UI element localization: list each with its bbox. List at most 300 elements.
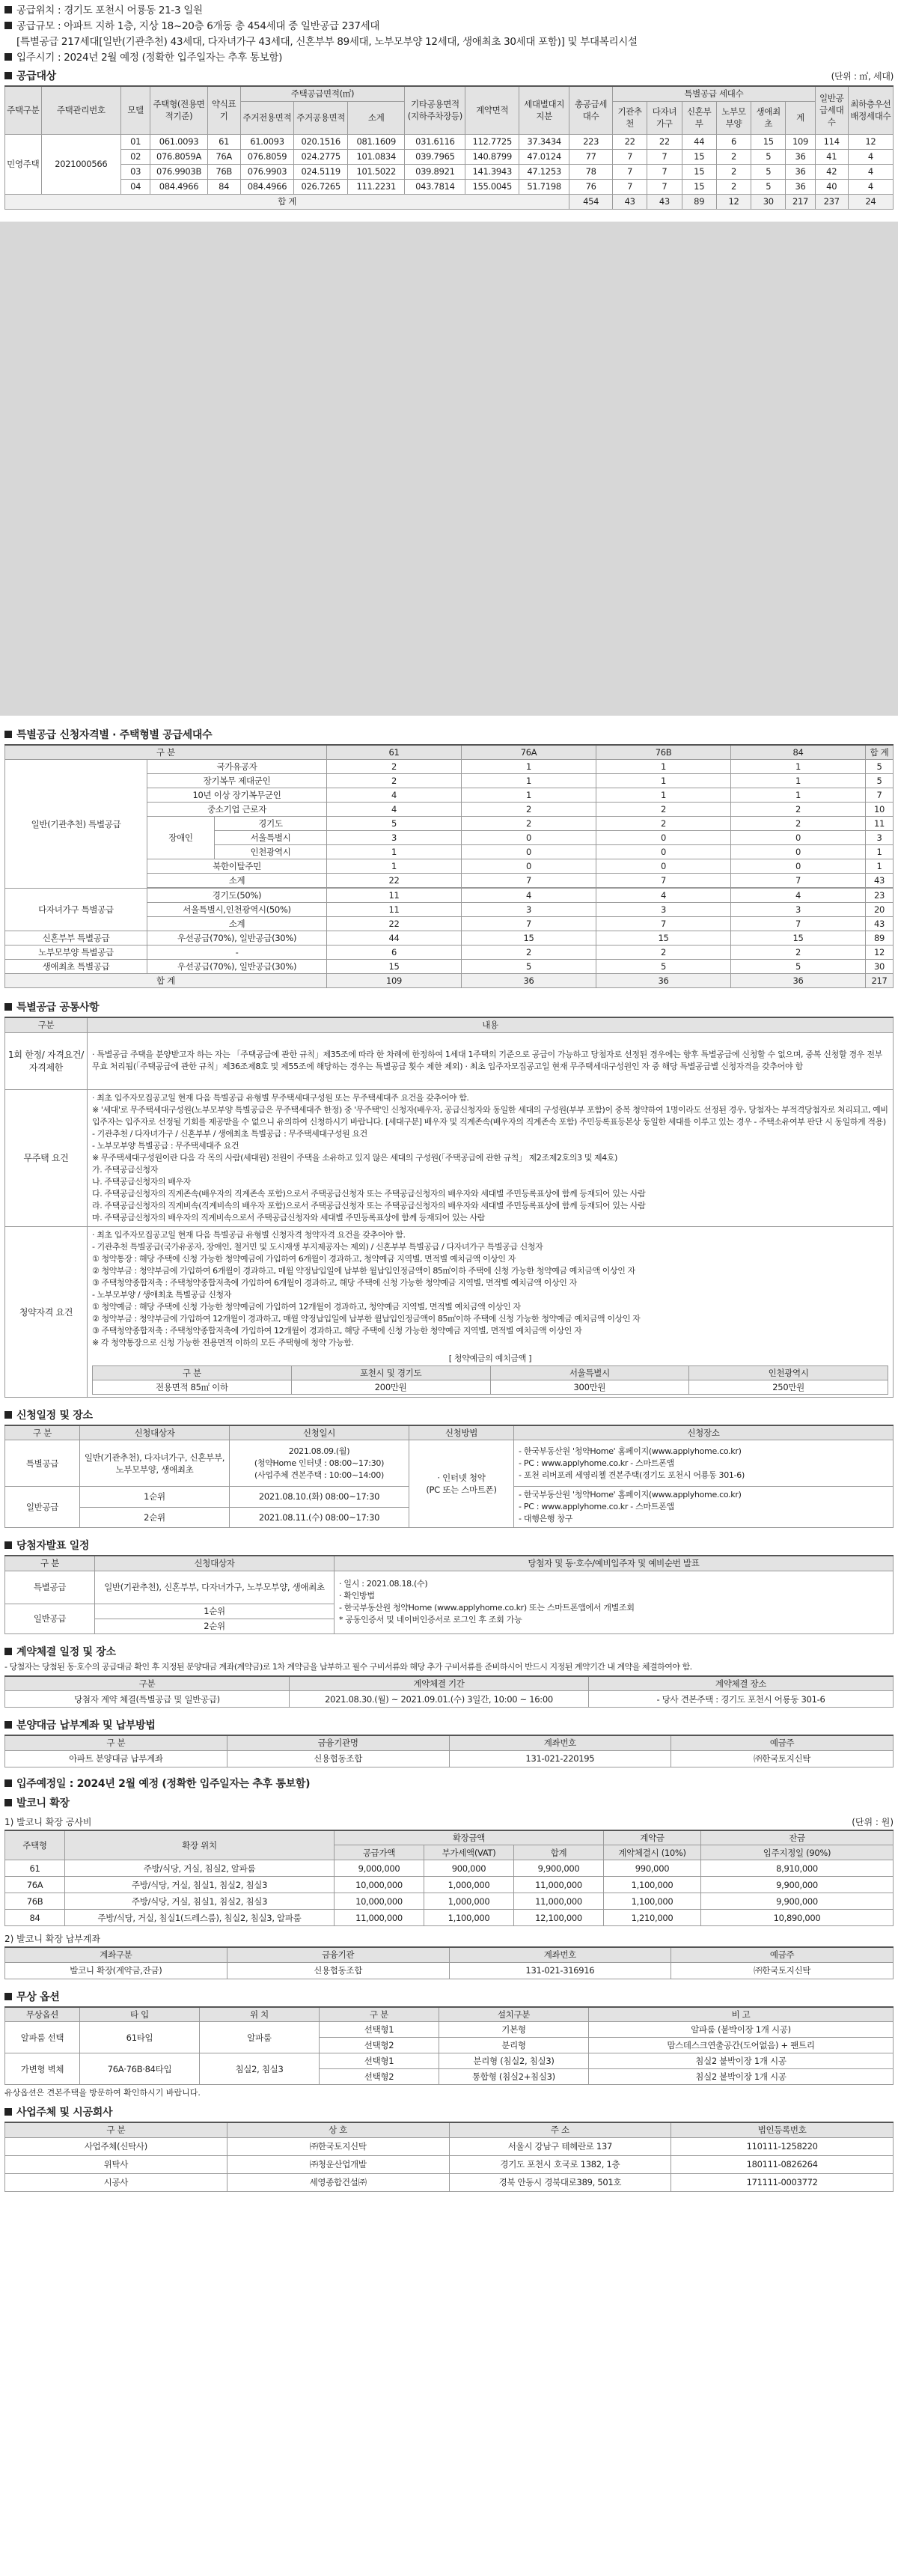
cell: 039.8921: [405, 164, 465, 179]
cell: 36: [786, 164, 815, 179]
cell: 084.4966: [150, 179, 207, 194]
cell: 11: [327, 889, 462, 903]
cell: 12: [848, 134, 893, 149]
cell: 2021.08.30.(월) ~ 2021.09.01.(수) 3일간, 10:00 ~ 16:00: [290, 1691, 589, 1708]
cell: 1순위: [95, 1604, 335, 1619]
col-header: 계좌번호: [449, 1735, 671, 1750]
cell: 76A·76B·84타입: [80, 2053, 200, 2085]
cell: 특별공급: [5, 1440, 80, 1487]
col-header: 계약체결 기간: [290, 1676, 589, 1691]
cell: 1: [327, 859, 462, 874]
cell: 4: [848, 149, 893, 164]
cell: 4: [848, 164, 893, 179]
cell: 61: [207, 134, 240, 149]
header: [0, 0, 898, 66]
list-item: - 기관추천 특별공급(국가유공자, 장애인, 철거민 및 도시재생 부지제공자는 제외) / 신혼부부 특별공급 / 다자녀가구 특별공급 신청자: [92, 1241, 543, 1252]
cell: 서울특별시,인천광역시(50%): [147, 903, 327, 917]
cell: 3: [596, 903, 731, 917]
cell: 22: [613, 134, 647, 149]
place-line: - PC : www.applyhome.co.kr: [519, 1458, 629, 1468]
cell: 침실2 붙박이장 1개 시공: [589, 2069, 894, 2085]
contract-note: - 당첨자는 당첨된 동·호수의 공급대금 확인 후 지정된 분양대금 계좌(계약금)로 1차 계약금을 납부하고 필수 구비서류와 해당 추가 구비서류를 준비하시어 반드시 지정된 계약기간 내 계약을 체결하여야 함.: [4, 1661, 692, 1672]
cell: 3: [731, 903, 866, 917]
cell: 44: [327, 931, 462, 946]
header-line: 공급규모 : 아파트 지하 1층, 지상 18~20층 6개동 총 454세대 중 일반공급 237세대: [4, 19, 894, 34]
unit-label: (단위 : 원): [852, 1816, 894, 1827]
cell: [230, 1440, 409, 1487]
cell: 5: [751, 149, 786, 164]
cell: 36: [596, 974, 731, 988]
table-row: [5, 1877, 894, 1893]
cell: 15: [682, 179, 716, 194]
cell: 통합형 (침실2+침실3): [439, 2069, 589, 2085]
cell: 031.6116: [405, 134, 465, 149]
place-line: - 스마트폰앱: [630, 1458, 674, 1468]
cell: 76A: [5, 1877, 65, 1893]
cell: 10,890,000: [701, 1910, 894, 1926]
cell: 2: [596, 803, 731, 817]
col-header: 신청방법: [409, 1425, 514, 1440]
method-line: · 인터넷 청약: [437, 1473, 486, 1483]
cell: 84: [207, 179, 240, 194]
cell: 7: [462, 917, 596, 931]
col-header: 확장금액: [335, 1830, 604, 1845]
table-row: [5, 2022, 894, 2038]
cell: 신용협동조합: [227, 1962, 449, 1979]
row-label: 청약자격 요건: [5, 1226, 88, 1397]
list-item: ① 청약통장 : 해당 주택에 신청 가능한 청약예금에 가입하여 6개월이 경과하고, 청약예금 지역별, 면적별 예치금액 이상인 자: [92, 1253, 516, 1264]
cell: 47.1253: [519, 164, 569, 179]
list-item: · 최초 입주자모집공고일 현재 다음 특별공급 유형별 무주택세대구성원 또는 무주택세대주 요건을 갖추어야 함.: [92, 1092, 469, 1103]
cell: 076.8059: [240, 149, 294, 164]
winner-section: [0, 1537, 898, 1634]
col-header: 예금주: [671, 1947, 894, 1962]
col-header: 합계: [514, 1845, 604, 1860]
table-row: [5, 164, 894, 179]
cell: 0: [731, 845, 866, 859]
cell: 076.8059A: [150, 149, 207, 164]
cell: 7: [647, 179, 682, 194]
cell: 2: [716, 149, 751, 164]
list-item: ③ 주택청약종합저축 : 주택청약종합저축에 가입하여 6개월이 경과하고, 해당 주택에 신청 가능한 청약예금 지역별, 면적별 예치금액 이상인 자: [92, 1277, 577, 1288]
cell: 5: [731, 960, 866, 974]
bullet-icon: [4, 22, 12, 29]
cell: 2순위: [80, 1507, 230, 1528]
section-title: 분양대금 납부계좌 및 납부방법: [4, 1717, 894, 1735]
cell: 서울특별시: [215, 831, 327, 845]
row-content: [88, 1226, 894, 1397]
cell: 131-021-316916: [449, 1962, 671, 1979]
cell: 020.1516: [294, 134, 348, 149]
col-header: 인천광역시: [689, 1365, 888, 1380]
place-line: - 포천 리버포레 세영리첼 견본주택(경기도 포천시 어룡동 301-6): [519, 1470, 745, 1480]
cell: 국가유공자: [147, 760, 327, 774]
sub-title: 2) 발코니 확장 납부계좌: [4, 1934, 101, 1944]
table-row: [5, 179, 894, 194]
cell: 180111-0826264: [671, 2155, 894, 2173]
cell: 5: [751, 164, 786, 179]
cell: 1,100,000: [604, 1877, 701, 1893]
cell: 6: [716, 134, 751, 149]
table-row: [5, 889, 894, 903]
cell: 4: [327, 788, 462, 803]
cell: 30: [751, 194, 786, 209]
cell: 0: [731, 859, 866, 874]
table-row: [5, 134, 894, 149]
cell: 2: [596, 817, 731, 831]
cell: 22: [647, 134, 682, 149]
cell: 경기도(50%): [147, 889, 327, 903]
cell: 우선공급(70%), 일반공급(30%): [147, 931, 327, 946]
cell: 02: [121, 149, 150, 164]
cell: 30: [866, 960, 894, 974]
cell: 11: [327, 903, 462, 917]
cell: 23: [866, 889, 894, 903]
cell: 북한이탈주민: [147, 859, 327, 874]
cell: 76B: [5, 1893, 65, 1910]
cell: 1: [731, 774, 866, 788]
cell: [514, 1440, 894, 1487]
cell: 1: [731, 760, 866, 774]
table-row: [5, 1089, 894, 1226]
sum-label: 합 계: [5, 974, 327, 988]
cell: 신용협동조합: [227, 1750, 449, 1767]
cell: 당첨자 계약 체결(특별공급 및 일반공급): [5, 1691, 290, 1708]
cell: 1: [596, 760, 731, 774]
cell: 1: [866, 845, 894, 859]
cell: 7: [462, 874, 596, 888]
cell: 223: [569, 134, 613, 149]
cell: 61.0093: [240, 134, 294, 149]
place-line: - 한국부동산원 '청약Home' 홈페이지(www.applyhome.co.kr): [519, 1446, 742, 1456]
cell: 1,100,000: [604, 1893, 701, 1910]
cell: [514, 1487, 894, 1528]
deposit-table: [92, 1365, 888, 1395]
cell: 1,210,000: [604, 1910, 701, 1926]
cell: 42: [815, 164, 848, 179]
table-row: [5, 2155, 894, 2173]
list-item: 다. 주택공급신청자의 직계존속(배우자의 직계존속 포함)으로서 주택공급신청자 또는 주택공급신청자의 배우자와 세대별 주민등록표상에 함께 등재되어 있는 사람: [92, 1188, 646, 1199]
contract-section: [0, 1643, 898, 1708]
col-header: 약식표기: [207, 86, 240, 134]
account-section: [0, 1717, 898, 1767]
col-header: 공급가액: [335, 1845, 424, 1860]
cell: 900,000: [424, 1860, 514, 1877]
col-header: 주 소: [449, 2122, 671, 2137]
sum-label: 합 계: [5, 194, 569, 209]
cell: 2: [327, 760, 462, 774]
cell: 40: [815, 179, 848, 194]
col-header: 주거전용면적: [240, 101, 294, 134]
cell: 5: [462, 960, 596, 974]
cell: 4: [327, 803, 462, 817]
cell: 주방/식당, 거실, 침실1, 침실2, 침실3: [65, 1893, 335, 1910]
col-header: 기타공용면적(지하주차장등): [405, 86, 465, 134]
info-line: * 공동인증서 및 네이버인증서로 로그인 후 조회 가능: [339, 1615, 522, 1625]
table-row: [5, 2173, 894, 2191]
cell: 076.9903B: [150, 164, 207, 179]
cell: 2순위: [95, 1619, 335, 1633]
cell: 발코니 확장(계약금,잔금): [5, 1962, 227, 1979]
list-item: - 노부모부양 특별공급 : 무주택세대주 요건: [92, 1140, 239, 1151]
header-line: [특별공급 217세대[일반(기관추천) 43세대, 다자녀가구 43세대, 신혼부부 89세대, 노부모부양 12세대, 생애최초 30세대 포함)] 및 부대복리시설: [16, 36, 638, 48]
cell: 89: [866, 931, 894, 946]
cell: 선택형1: [320, 2022, 439, 2038]
table-row: [5, 931, 894, 946]
col-header: 계약금: [604, 1830, 701, 1845]
cell: 114: [815, 134, 848, 149]
col-header: 계약체결시 (10%): [604, 1845, 701, 1860]
col-header: 잔금: [701, 1830, 894, 1845]
cell: 분리형: [439, 2038, 589, 2053]
table-row: [5, 1691, 894, 1708]
col-header: 76A: [462, 745, 596, 760]
cell: 0: [596, 845, 731, 859]
cell: 소계: [147, 917, 327, 931]
cell: 4: [462, 889, 596, 903]
col-header: 법인등록번호: [671, 2122, 894, 2137]
cell: 소계: [147, 874, 327, 888]
bullet-icon: [4, 1799, 12, 1806]
cell: 선택형1: [320, 2053, 439, 2069]
cell: 36: [786, 149, 815, 164]
deposit-title: [ 청약예금의 예치금액 ]: [448, 1353, 532, 1363]
cell: 2: [462, 803, 596, 817]
section-title: 공급대상: [4, 67, 56, 85]
cell: 2: [716, 179, 751, 194]
cell: 131-021-220195: [449, 1750, 671, 1767]
cell: ㈜한국토지신탁: [671, 1962, 894, 1979]
cell: 84: [5, 1910, 65, 1926]
cell: 15: [327, 960, 462, 974]
cell: 101.5022: [348, 164, 405, 179]
table-row: [5, 2137, 894, 2155]
cell: 7: [731, 917, 866, 931]
cell: 24: [848, 194, 893, 209]
cell: 081.1609: [348, 134, 405, 149]
cell: 주방/식당, 거실, 침실1, 침실2, 침실3: [65, 1877, 335, 1893]
company-section: [0, 2104, 898, 2192]
cell: 44: [682, 134, 716, 149]
cell: 5: [596, 960, 731, 974]
cell: [409, 1440, 514, 1528]
cell: 5: [327, 817, 462, 831]
cell: 경기도: [215, 817, 327, 831]
cell: 1: [731, 788, 866, 803]
list-item: · 최초 입주자모집공고일 현재 다음 특별공급 유형별 신청자격 청약자격 요건을 갖추어야 함.: [92, 1229, 406, 1240]
cell: 10,000,000: [335, 1893, 424, 1910]
cell: 알파룸 (붙박이장 1개 시공): [589, 2022, 894, 2038]
cell: 112.7725: [465, 134, 519, 149]
schedule-section: [0, 1407, 898, 1529]
col-header: 76B: [596, 745, 731, 760]
cell: 10,000,000: [335, 1877, 424, 1893]
cell: 9,900,000: [701, 1893, 894, 1910]
table-row: [5, 1962, 894, 1979]
cell: 43: [647, 194, 682, 209]
col-header: 계좌번호: [449, 1947, 671, 1962]
cell: 2: [596, 946, 731, 960]
col-header: 비 고: [589, 2007, 894, 2022]
cell: 3: [327, 831, 462, 845]
cell: 경북 안동시 경북대로389, 501호: [449, 2173, 671, 2191]
col-header: 구 분: [5, 1425, 80, 1440]
col-header: 포천시 및 경기도: [291, 1365, 490, 1380]
cell: 11,000,000: [514, 1893, 604, 1910]
cell: 1: [462, 774, 596, 788]
cell: 7: [613, 149, 647, 164]
common-table: [4, 1017, 894, 1398]
cell: 77: [569, 149, 613, 164]
cell: 10: [866, 803, 894, 817]
cell: 10년 이상 장기복무군인: [147, 788, 327, 803]
cell: 2: [327, 774, 462, 788]
col-header: 다자녀가구: [647, 101, 682, 134]
cell: 454: [569, 194, 613, 209]
cell: 141.3943: [465, 164, 519, 179]
col-header: 주택형(전용면적기준): [150, 86, 207, 134]
bullet-icon: [4, 731, 12, 738]
col-header: 특별공급 세대수: [613, 86, 816, 101]
cell: 5: [866, 760, 894, 774]
cell: 111.2231: [348, 179, 405, 194]
contract-table: [4, 1675, 894, 1708]
cell: 7: [596, 917, 731, 931]
col-header: 금융기관: [227, 1947, 449, 1962]
cell: 2: [716, 164, 751, 179]
date-line: (청약Home 인터넷 : 08:00~17:30): [254, 1458, 385, 1468]
cell: 37.3434: [519, 134, 569, 149]
info-line: - 한국부동산원 청약Home (www.applyhome.co.kr) 또는 스마트폰앱에서 개별조회: [339, 1603, 635, 1613]
cell: 위탁사: [5, 2155, 227, 2173]
col-header: 신혼부부: [682, 101, 716, 134]
cell: 시공사: [5, 2173, 227, 2191]
common-section: [0, 999, 898, 1398]
section-title: 특별공급 신청자격별 · 주택형별 공급세대수: [4, 726, 894, 744]
place-line: - PC : www.applyhome.co.kr: [519, 1502, 629, 1511]
bullet-icon: [4, 1779, 12, 1787]
cell: 140.8799: [465, 149, 519, 164]
cell: 237: [815, 194, 848, 209]
cell: 11,000,000: [514, 1877, 604, 1893]
list-item: 마. 주택공급신청자의 배우자의 직계비속으로서 주택공급신청자와 세대별 주민등록표상에 함께 등재되어 있는 사람: [92, 1212, 485, 1222]
cell: 36: [786, 179, 815, 194]
cell: 2021.08.10.(화) 08:00~17:30: [230, 1487, 409, 1508]
bullet-icon: [4, 2108, 12, 2116]
place-line: - 대행은행 창구: [519, 1514, 573, 1523]
cell: 0: [462, 859, 596, 874]
table-row: [5, 1893, 894, 1910]
col-header: 신청장소: [514, 1425, 894, 1440]
cell: 084.4966: [240, 179, 294, 194]
cell: 1: [462, 788, 596, 803]
cell: 7: [731, 874, 866, 888]
sub-title: 1) 발코니 확장 공사비: [4, 1816, 92, 1827]
cell: 7: [596, 874, 731, 888]
cell: 알파룸 선택: [5, 2022, 80, 2053]
cell: 7: [613, 164, 647, 179]
section-title: 당첨자발표 일정: [4, 1537, 894, 1555]
list-item: 가. 주택공급신청자: [92, 1164, 159, 1175]
cell: 101.0834: [348, 149, 405, 164]
col-header: 계약면적: [465, 86, 519, 134]
col-header: 소계: [348, 101, 405, 134]
gray-band: [0, 222, 898, 716]
unit-label: (단위 : ㎡, 세대): [831, 71, 894, 82]
cell: 2: [462, 946, 596, 960]
cell: 2: [731, 803, 866, 817]
table-row: [5, 946, 894, 960]
cell: 전용면적 85㎡ 이하: [93, 1380, 292, 1394]
col-header: 구 분: [5, 1735, 227, 1750]
cell: 일반(기관추천), 신혼부부, 다자녀가구, 노부모부양, 생애최초: [95, 1571, 335, 1604]
bullet-icon: [4, 1541, 12, 1549]
cell: 12: [866, 946, 894, 960]
cell: 장애인: [147, 817, 215, 859]
bullet-icon: [4, 6, 12, 13]
cell: 024.2775: [294, 149, 348, 164]
sum-row: [5, 974, 894, 988]
col-header: 계약체결 장소: [589, 1676, 894, 1691]
cell: 04: [121, 179, 150, 194]
col-header: 주택구분: [5, 86, 42, 134]
cell: 15: [596, 931, 731, 946]
cell: 3: [866, 831, 894, 845]
cell: 알파룸: [200, 2022, 320, 2053]
col-header: 84: [731, 745, 866, 760]
cell: 36: [462, 974, 596, 988]
list-item: ② 청약부금 : 청약부금에 가입하여 12개월이 경과하고, 매월 약정납입일에 납부한 월납입인정금액이 85㎡이하 주택에 신청 가능한 청약예금 예치금액 이상인 자: [92, 1313, 641, 1324]
special-section: [0, 726, 898, 989]
row-content: · 특별공급 주택을 분양받고자 하는 자는 「주택공급에 관한 규칙」제35조에 따라 한 차례에 한정하여 1세대 1주택의 기준으로 공급이 가능하고 당첨자로 선정된 경우에는 향후 특별공급에 신청할 수 없으며, 중복 신청할 경우 전부 무효 처리됨(「주택공급에 관한 규칙」제36조제8호 및 제55조에 해당하는 경우는 특별공급 횟수 제한 제외) · 최초 입주자모집공고일 현재 무주택세대구성원인 자 중 해당 특별공급별 신청자격을 갖추어야 함: [88, 1032, 894, 1089]
cell: 0: [731, 831, 866, 845]
cell: 선택형2: [320, 2069, 439, 2085]
options-table: [4, 2006, 894, 2086]
cell: 061.0093: [150, 134, 207, 149]
table-row: [5, 1860, 894, 1877]
cell: 1순위: [80, 1487, 230, 1508]
row-label: 1회 한정/ 자격요건/ 자격제한: [5, 1032, 88, 1089]
options-section: [0, 1988, 898, 2100]
cell: 9,900,000: [701, 1877, 894, 1893]
list-item: - 노부모부양 / 생애최초 특별공급 신청자: [92, 1289, 231, 1300]
cell: 가변형 벽체: [5, 2053, 80, 2085]
mgmt-no: 2021000566: [41, 134, 120, 194]
info-line: · 확인방법: [339, 1591, 375, 1601]
cell: 110111-1258220: [671, 2137, 894, 2155]
cell: 분리형 (침실2, 침실3): [439, 2053, 589, 2069]
cell: 2: [462, 817, 596, 831]
cell: 사업주체(신탁사): [5, 2137, 227, 2155]
cell: 9,000,000: [335, 1860, 424, 1877]
cell: 0: [462, 831, 596, 845]
cell: 4: [848, 179, 893, 194]
cell: 61: [5, 1860, 65, 1877]
list-item: ※ 무주택세대구성원이란 다음 각 목의 사람(세대원) 전원이 주택을 소유하고 있지 않은 세대의 구성원(「주택공급에 관한 규칙」 제2조제2호의3 및 제4호): [92, 1152, 617, 1163]
cell: 61타입: [80, 2022, 200, 2053]
cell: 4: [596, 889, 731, 903]
col-header: 신청일시: [230, 1425, 409, 1440]
table-row: [5, 1910, 894, 1926]
col-header: 입주지정일 (90%): [701, 1845, 894, 1860]
cell: 109: [327, 974, 462, 988]
cell: 171111-0003772: [671, 2173, 894, 2191]
cell: 20: [866, 903, 894, 917]
cell: ㈜한국토지신탁: [227, 2137, 449, 2155]
col-header: 구분: [5, 1017, 88, 1032]
cell: 7: [613, 179, 647, 194]
col-header: 부가세액(VAT): [424, 1845, 514, 1860]
